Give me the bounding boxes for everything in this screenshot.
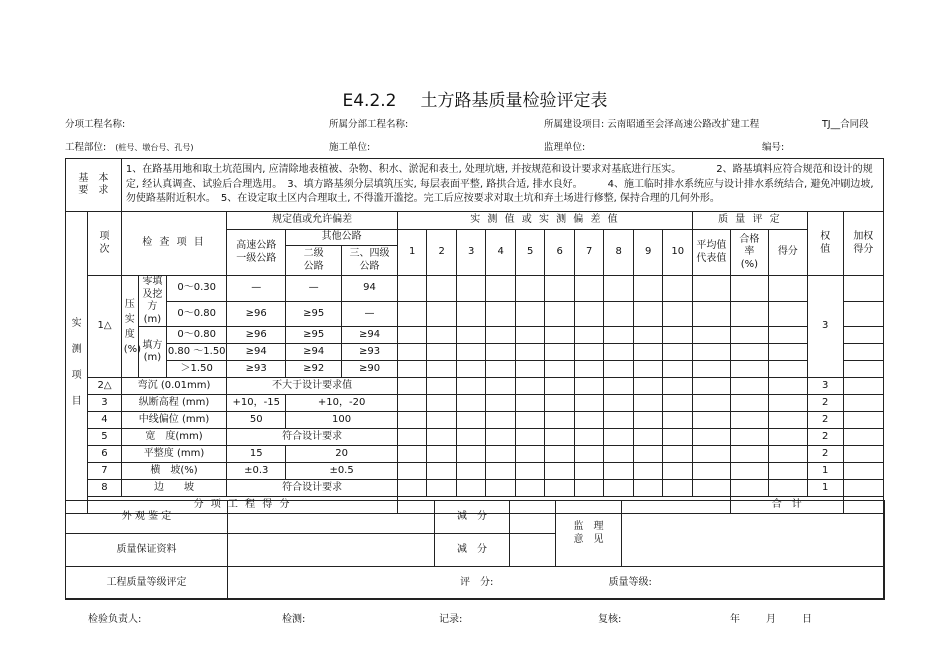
grade-row — [66, 567, 885, 600]
subproject-label: 分项工程名称: — [65, 119, 126, 130]
day-label: 日 — [802, 614, 812, 625]
avg-header — [692, 230, 730, 276]
contract-label: TJ__合同段 — [822, 119, 869, 130]
tester-label: 检测: — [282, 614, 306, 625]
compaction-label — [121, 276, 142, 378]
item-6-no: 6 — [88, 446, 122, 463]
item-6-weight: 2 — [807, 446, 843, 463]
item-5-name: 宽 度(mm) — [121, 429, 226, 446]
item-2-weight: 3 — [807, 378, 843, 395]
side-char-3: 项 — [71, 369, 82, 381]
item-2-name: 弯沉 (0.01mm) — [121, 378, 226, 395]
col-7: 7 — [574, 230, 604, 276]
header-row-1 — [66, 212, 884, 230]
grade2-header-text: 二级公路 — [303, 248, 324, 272]
supervision-label-1: 监 理 — [573, 521, 604, 532]
form-code: E4.2.2 — [342, 91, 397, 111]
compaction-row-2 — [66, 301, 884, 327]
weighted-header-text: 加权得分 — [853, 231, 874, 255]
requirements-row — [66, 159, 884, 212]
hw-3: ≥96 — [227, 327, 286, 344]
col-9: 9 — [633, 230, 663, 276]
item-3-other: +10，-20 — [286, 395, 398, 412]
supervision-value — [622, 501, 885, 567]
depth-3: 0～0.80 — [167, 327, 227, 344]
item-5-spec: 符合设计要求 — [227, 429, 398, 446]
col-8: 8 — [604, 230, 634, 276]
item-2-no: 2△ — [88, 378, 122, 395]
grade34-header-text: 三、四级公路 — [349, 248, 390, 272]
g2-3: ≥95 — [286, 327, 342, 344]
item-no-header-text: 项次 — [99, 231, 110, 255]
item-8-name: 边 坡 — [121, 480, 226, 497]
quality-docs-label: 质量保证资料 — [66, 534, 228, 567]
hw-2: ≥96 — [227, 301, 286, 327]
quality-docs-deduct-value — [510, 534, 556, 567]
item-3-no: 3 — [88, 395, 122, 412]
item-7-name: 横 坡(%) — [121, 463, 226, 480]
project-label: 所属建设项目: 云南昭通至会泽高速公路改扩建工程 — [544, 119, 760, 130]
weighted-header — [843, 212, 883, 276]
pass-rate-header-text: 合格率(%) — [739, 233, 760, 270]
recorder-label: 记录: — [439, 614, 463, 625]
side-char-2: 测 — [71, 343, 82, 355]
item-row-3 — [66, 395, 884, 412]
item-5-weight: 2 — [807, 429, 843, 446]
hw-4: ≥94 — [227, 344, 286, 361]
hw-1: — — [227, 276, 286, 302]
weight-header — [807, 212, 843, 276]
page-title — [0, 86, 950, 111]
highway-header-text: 高速公路一级公路 — [236, 240, 277, 264]
highway-header — [227, 230, 286, 276]
contractor-label: 施工单位: — [329, 142, 371, 153]
col-4: 4 — [486, 230, 516, 276]
item-5-no: 5 — [88, 429, 122, 446]
depth-2: 0～0.80 — [167, 301, 227, 327]
grade-eval-value — [228, 567, 885, 600]
requirements-text: 1、在路基用地和取土坑范围内, 应清除地表植被、杂物、积水、淤泥和表土, 处理坑塘, 并按规范和设计要求对基底进行压实。 2、路基填料应符合规范和设计的规定, 经认真调查、试验后合理选用。 3、填方路基须分层填筑压实, 每层表面平整, 路拱合适, 排水良好。 4、施工临时排水系统应与设计排水系统结合, 避免冲刷边坡, 勿使路基附近积水。 5、在设定取土区内合理取土, 不得滥开滥挖。完工后应按要求对取土坑和弃土场进行修整, 保持合理的几何外形。 — [121, 159, 883, 212]
appearance-value — [228, 501, 435, 534]
supervisor-label: 监理单位: — [544, 142, 586, 153]
location-label — [65, 139, 193, 153]
g34-4: ≥93 — [342, 344, 398, 361]
compaction-weight: 3 — [807, 276, 843, 378]
item-8-spec: 符合设计要求 — [227, 480, 398, 497]
item-7-no: 7 — [88, 463, 122, 480]
item-3-highway: +10，-15 — [227, 395, 286, 412]
inspector-label: 检验负责人: — [88, 614, 142, 625]
hw-5: ≥93 — [227, 361, 286, 378]
weight-header-text: 权值 — [820, 231, 831, 255]
fill-dig-zero-label — [138, 276, 166, 327]
item-4-other: 100 — [286, 412, 398, 429]
supervision-label — [556, 501, 622, 567]
g34-2: — — [342, 301, 398, 327]
col-5: 5 — [515, 230, 545, 276]
side-char-4: 目 — [71, 395, 82, 407]
item-no-header — [88, 212, 122, 276]
requirements-label-2: 要 求 — [78, 185, 109, 196]
total-label: 合 计 — [730, 497, 843, 514]
appearance-deduct-label: 减 分 — [435, 501, 510, 534]
score-label: 评 分: — [460, 576, 494, 588]
grade-eval-label: 工程质量等级评定 — [66, 567, 228, 600]
compaction-no: 1△ — [88, 276, 122, 378]
side-char-1: 实 — [71, 317, 82, 329]
item-row-5 — [66, 429, 884, 446]
item-row-8 — [66, 480, 884, 497]
item-8-weight: 1 — [807, 480, 843, 497]
item-7-highway: ±0.3 — [227, 463, 286, 480]
col-1: 1 — [397, 230, 427, 276]
item-6-highway: 15 — [227, 446, 286, 463]
g2-2: ≥95 — [286, 301, 342, 327]
item-6-other: 20 — [286, 446, 398, 463]
subtotal-label: 分 项 工 程 得 分 — [88, 497, 398, 514]
g2-5: ≥92 — [286, 361, 342, 378]
measured-header: 实 测 值 或 实 测 偏 差 值 — [397, 212, 692, 230]
check-item-header: 检 查 项 目 — [121, 212, 226, 276]
item-4-highway: 50 — [227, 412, 286, 429]
g34-3: ≥94 — [342, 327, 398, 344]
quality-docs-value — [228, 534, 435, 567]
fill-dig-zero-text: 零填及挖方(m) — [142, 276, 163, 325]
compaction-label-text: 压实度(%) — [123, 298, 142, 355]
compaction-row-5 — [66, 361, 884, 378]
g2-4: ≥94 — [286, 344, 342, 361]
grade2-header — [286, 246, 342, 276]
depth-4: 0.80 ～1.50 — [167, 344, 227, 361]
compaction-row-3 — [66, 327, 884, 344]
other-roads-header: 其他公路 — [286, 230, 398, 246]
location-text: 工程部位: — [65, 142, 107, 153]
form-name: 土方路基质量检验评定表 — [420, 91, 608, 111]
grade-label: 质量等级: — [608, 576, 652, 588]
depth-1: 0～0.30 — [167, 276, 227, 302]
score-header: 得分 — [768, 230, 807, 276]
requirements-label — [66, 159, 122, 212]
appearance-row — [66, 501, 885, 534]
fill-text: 填方(m) — [142, 339, 163, 363]
item-8-no: 8 — [88, 480, 122, 497]
number-label: 编号: — [762, 142, 785, 153]
col-10: 10 — [663, 230, 693, 276]
avg-header-text: 平均值代表值 — [696, 240, 727, 264]
item-4-weight: 2 — [807, 412, 843, 429]
item-3-name: 纵断高程 (mm) — [121, 395, 226, 412]
spec-header: 规定值或允许偏差 — [227, 212, 398, 230]
item-2-spec: 不大于设计要求值 — [227, 378, 398, 395]
g34-5: ≥90 — [342, 361, 398, 378]
appearance-deduct-value — [510, 501, 556, 534]
grade34-header — [342, 246, 398, 276]
g34-1: 94 — [342, 276, 398, 302]
side-label — [66, 212, 88, 514]
reviewer-label: 复核: — [598, 614, 622, 625]
requirements-label-1: 基 本 — [78, 172, 109, 184]
col-6: 6 — [545, 230, 575, 276]
item-row-6 — [66, 446, 884, 463]
item-6-name: 平整度 (mm) — [121, 446, 226, 463]
pass-rate-header — [730, 230, 768, 276]
division-label: 所属分部工程名称: — [329, 119, 409, 130]
item-4-name: 中线偏位 (mm) — [121, 412, 226, 429]
item-row-2 — [66, 378, 884, 395]
col-3: 3 — [456, 230, 486, 276]
item-3-weight: 2 — [807, 395, 843, 412]
location-hint: (桩号、墩台号、孔号) — [115, 143, 194, 152]
item-4-no: 4 — [88, 412, 122, 429]
supervision-label-2: 意 见 — [573, 533, 604, 545]
g2-1: — — [286, 276, 342, 302]
quality-header: 质 量 评 定 — [692, 212, 807, 230]
fill-label — [138, 327, 166, 378]
evaluation-table — [65, 500, 885, 600]
item-7-weight: 1 — [807, 463, 843, 480]
inspection-table — [65, 158, 884, 514]
year-label: 年 — [730, 614, 740, 625]
month-label: 月 — [766, 614, 776, 625]
appearance-label: 外 观 鉴 定 — [66, 501, 228, 534]
item-7-other: ±0.5 — [286, 463, 398, 480]
compaction-row-4 — [66, 344, 884, 361]
quality-docs-deduct-label: 减 分 — [435, 534, 510, 567]
col-2: 2 — [427, 230, 457, 276]
item-row-4 — [66, 412, 884, 429]
depth-5: ＞1.50 — [167, 361, 227, 378]
item-row-7 — [66, 463, 884, 480]
compaction-row-1 — [66, 276, 884, 302]
